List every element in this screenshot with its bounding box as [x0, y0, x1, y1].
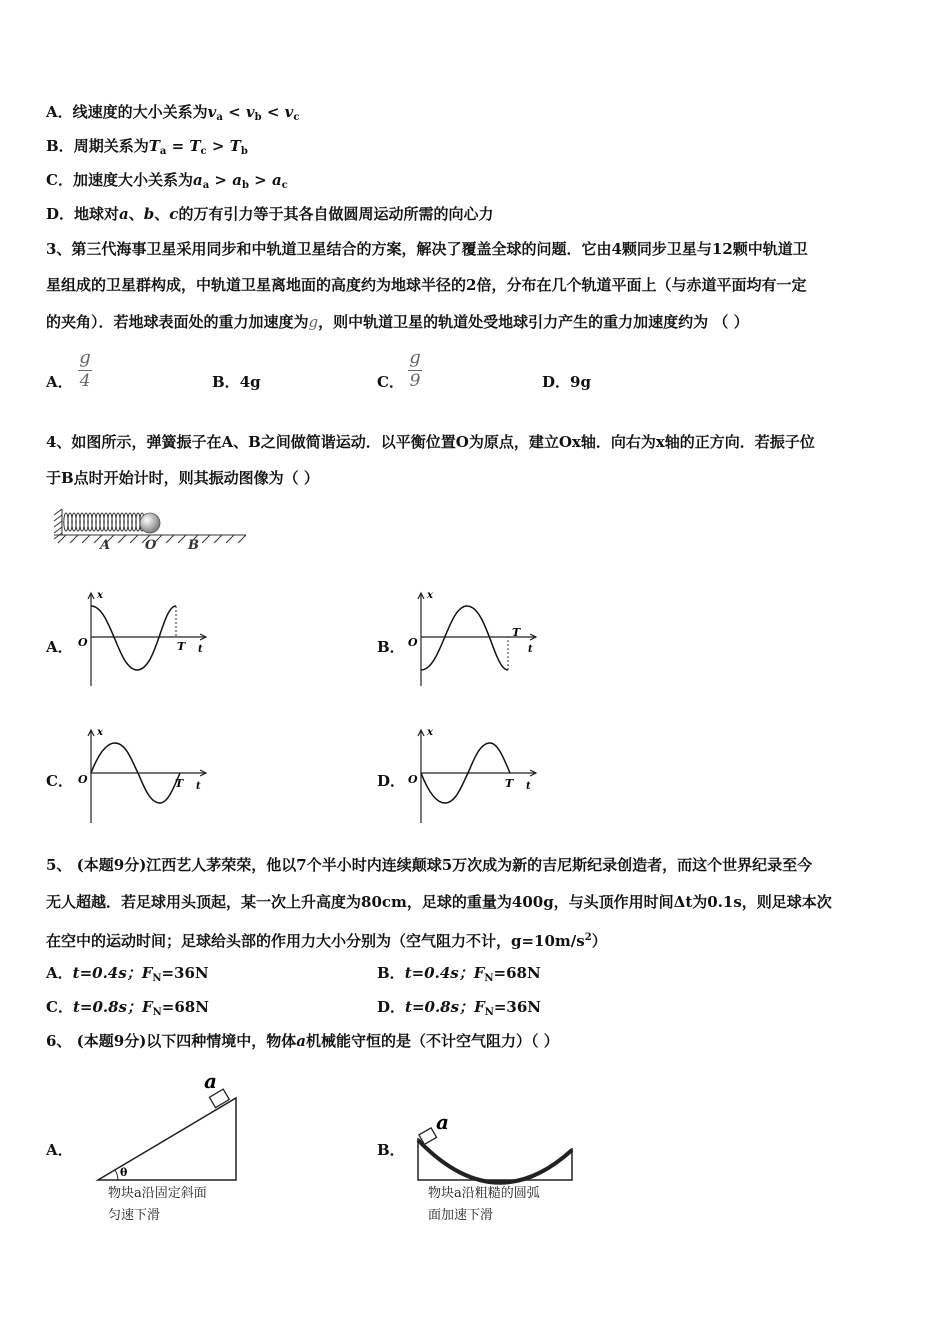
q3-text-line2: 星组成的卫星群构成，中轨道卫星离地面的高度约为地球半径的2倍，分布在几个轨道平面上（与赤道平面均有一定 [46, 276, 807, 294]
q3-option-c-label: C． [377, 373, 404, 391]
spring-coil [64, 513, 144, 531]
q5-option-a: A．t=0.4s；$F_N=36N$ [46, 964, 209, 984]
svg-text:x: x [97, 590, 103, 601]
q2-option-a: A．线速度的大小关系为$v_a < v_b < v_c$ [46, 103, 300, 123]
svg-text:x: x [97, 727, 103, 738]
q4-graph-d [406, 725, 546, 825]
q5-text-line2: 无人超越．若足球用头顶起，某一次上升高度为80cm，足球的重量为400g，与头顶作用时间Δt为0.1s，则足球本次 [46, 893, 832, 911]
angle-theta-label: θ [120, 1166, 128, 1179]
svg-text:T: T [512, 626, 521, 639]
q5-option-c: C．t=0.8s；$F_N=68N$ [46, 998, 209, 1018]
q3-option-c-denominator: 9 [409, 371, 421, 391]
q6-option-a-label: A． [46, 1141, 73, 1159]
svg-text:O: O [78, 773, 88, 786]
q6-option-b-caption-line1: 物块a沿粗糙的圆弧 [428, 1186, 540, 1201]
q3-option-a-denominator: 4 [79, 371, 91, 391]
q5-option-b: B．t=0.4s；$F_N=68N$ [377, 964, 541, 984]
label-point-o: O [145, 538, 157, 553]
q6-option-b-caption-line2: 面加速下滑 [428, 1208, 494, 1223]
q2-option-c: C．加速度大小关系为$a_a > a_b > a_c$ [46, 171, 288, 191]
q4-option-c-label: C． [46, 772, 73, 790]
svg-text:O: O [78, 636, 88, 649]
q3-option-b: B．4g [212, 373, 261, 391]
q4-text-line1: 4、如图所示，弹簧振子在A、B之间做简谐运动．以平衡位置O为原点，建立Ox轴．向右为x轴的正方向．若振子位 [46, 433, 815, 451]
q3-option-c-numerator: g [409, 347, 421, 368]
q6-incline-figure [92, 1068, 252, 1183]
q4-option-d-label: D． [377, 772, 406, 790]
svg-text:x: x [427, 727, 433, 738]
svg-text:t: t [526, 781, 531, 792]
q6-option-a-caption-line1: 物块a沿固定斜面 [108, 1186, 207, 1201]
svg-text:T: T [177, 640, 186, 653]
svg-text:t: t [198, 644, 203, 655]
q6-option-a-caption-line2: 匀速下滑 [108, 1208, 161, 1223]
label-point-a: A [100, 538, 111, 553]
svg-text:T: T [175, 777, 184, 790]
q5-option-d: D．t=0.8s；$F_N=36N$ [377, 998, 542, 1018]
q3-option-a-numerator: g [79, 347, 91, 368]
q3-option-d: D．9g [542, 373, 591, 391]
svg-text:T: T [505, 777, 514, 790]
q6-arc-figure [410, 1110, 580, 1185]
q4-option-b-label: B． [377, 638, 405, 656]
q4-graph-a [76, 588, 216, 688]
q5-text-line1: 5、 (本题9分)江西艺人茅荣荣，他以7个半小时内连续颠球5万次成为新的吉尼斯纪录创造者，而这个世界纪录至今 [46, 856, 813, 874]
label-point-b: B [188, 538, 199, 553]
q6-option-b-label: B． [377, 1141, 405, 1159]
q4-text-line2: 于B点时开始计时，则其振动图像为（ ） [46, 469, 319, 487]
q2-option-b: B．周期关系为$T_a = T_c > T_b$ [46, 137, 248, 157]
block-a-label: a [436, 1110, 449, 1134]
q4-graph-b [406, 588, 546, 688]
q6-text-line1: 6、 (本题9分)以下四种情境中，物体a机械能守恒的是（不计空气阻力）（ ） [46, 1032, 559, 1050]
spring-oscillator-figure [50, 505, 250, 553]
svg-text:t: t [528, 644, 533, 655]
svg-text:O: O [408, 636, 418, 649]
q3-text-line3: 的夹角）．若地球表面处的重力加速度为g，则中轨道卫星的轨道处受地球引力产生的重力加速度约为 （ ） [46, 313, 749, 331]
q3-option-a-label: A． [46, 373, 73, 391]
oscillator-ball [140, 513, 160, 533]
svg-text:t: t [196, 781, 201, 792]
q3-text-line1: 3、第三代海事卫星采用同步和中轨道卫星结合的方案，解决了覆盖全球的问题．它由4颗同步卫星与12颗中轨道卫 [46, 240, 808, 258]
svg-text:O: O [408, 773, 418, 786]
block-a-label: a [204, 1069, 217, 1093]
q4-option-a-label: A． [46, 638, 73, 656]
q5-text-line3: 在空中的运动时间；足球给头部的作用力大小分别为（空气阻力不计，$g=10m/s^2$） [46, 932, 607, 950]
svg-text:x: x [427, 590, 433, 601]
q2-option-d: D．地球对a、b、c的万有引力等于其各自做圆周运动所需的向心力 [46, 205, 494, 223]
q4-graph-c [76, 725, 216, 825]
